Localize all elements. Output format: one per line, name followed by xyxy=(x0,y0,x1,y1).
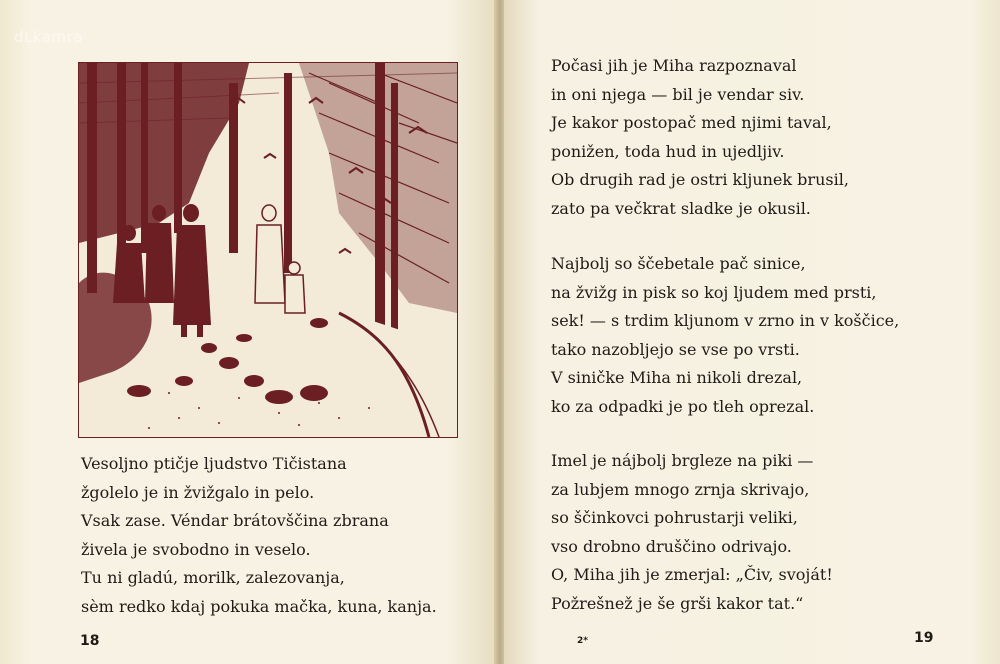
verse-line: Imel je nájbolj brgleze na piki — xyxy=(551,451,814,470)
verse-line: Vsak zase. Véndar brátovščina zbrana xyxy=(81,511,389,531)
verse-line: tako nazobljejo se vse po vrsti. xyxy=(551,339,800,359)
verse-line: na žvižg in pisk so koj ljudem med prsti, xyxy=(551,282,877,302)
right-stanza-1 xyxy=(551,52,849,224)
verse-line: vso drobno druščino odrivajo. xyxy=(551,536,792,556)
verse-line: O, Miha jih je zmerjal: „Čiv, svoját! xyxy=(551,565,833,585)
verse-line: Tu ni gladú, morilk, zalezovanja, xyxy=(81,568,345,588)
forest-park-illustration xyxy=(78,62,458,438)
page-number-right: 19 xyxy=(914,630,934,646)
verse-line: in oni njega — bil je vendar siv. xyxy=(551,84,805,104)
verse-line: Vesoljno ptičje ljudstvo Tičistana xyxy=(81,454,347,473)
page-number-left: 18 xyxy=(80,633,100,649)
verse-line: sek! — s trdim kljunom v zrno in v koščice, xyxy=(551,311,900,331)
verse-line: za lubjem mnogo zrnja skrivajo, xyxy=(551,479,810,499)
verse-line: ponižen, toda hud in ujedljiv. xyxy=(551,141,785,161)
left-page xyxy=(0,0,496,664)
signature-mark: 2* xyxy=(577,636,588,646)
left-stanza xyxy=(81,450,437,622)
right-page xyxy=(504,0,1000,664)
right-stanza-3 xyxy=(551,447,833,619)
verse-line: žgolelo je in žvižgalo in pelo. xyxy=(81,482,315,502)
verse-line: ko za odpadki je po tleh oprezal. xyxy=(551,396,815,416)
verse-line: V siničke Miha ni nikoli drezal, xyxy=(551,368,803,388)
verse-line: Je kakor postopač med njimi taval, xyxy=(551,113,832,133)
right-stanza-2 xyxy=(551,250,899,422)
verse-line: sèm redko kdaj pokuka mačka, kuna, kanja. xyxy=(81,596,437,616)
verse-line: Ob drugih rad je ostri kljunek brusil, xyxy=(551,170,849,190)
watermark: dLkamra xyxy=(14,28,83,46)
verse-line: živela je svobodno in veselo. xyxy=(81,539,311,559)
verse-line: so ščinkovci pohrustarji veliki, xyxy=(551,508,798,528)
verse-line: Najbolj so ščebetale pač sinice, xyxy=(551,254,806,273)
verse-line: zato pa večkrat sladke je okusil. xyxy=(551,198,811,218)
verse-line: Požrešnež je še grši kakor tat.“ xyxy=(551,593,804,613)
verse-line: Počasi jih je Miha razpoznaval xyxy=(551,56,797,75)
